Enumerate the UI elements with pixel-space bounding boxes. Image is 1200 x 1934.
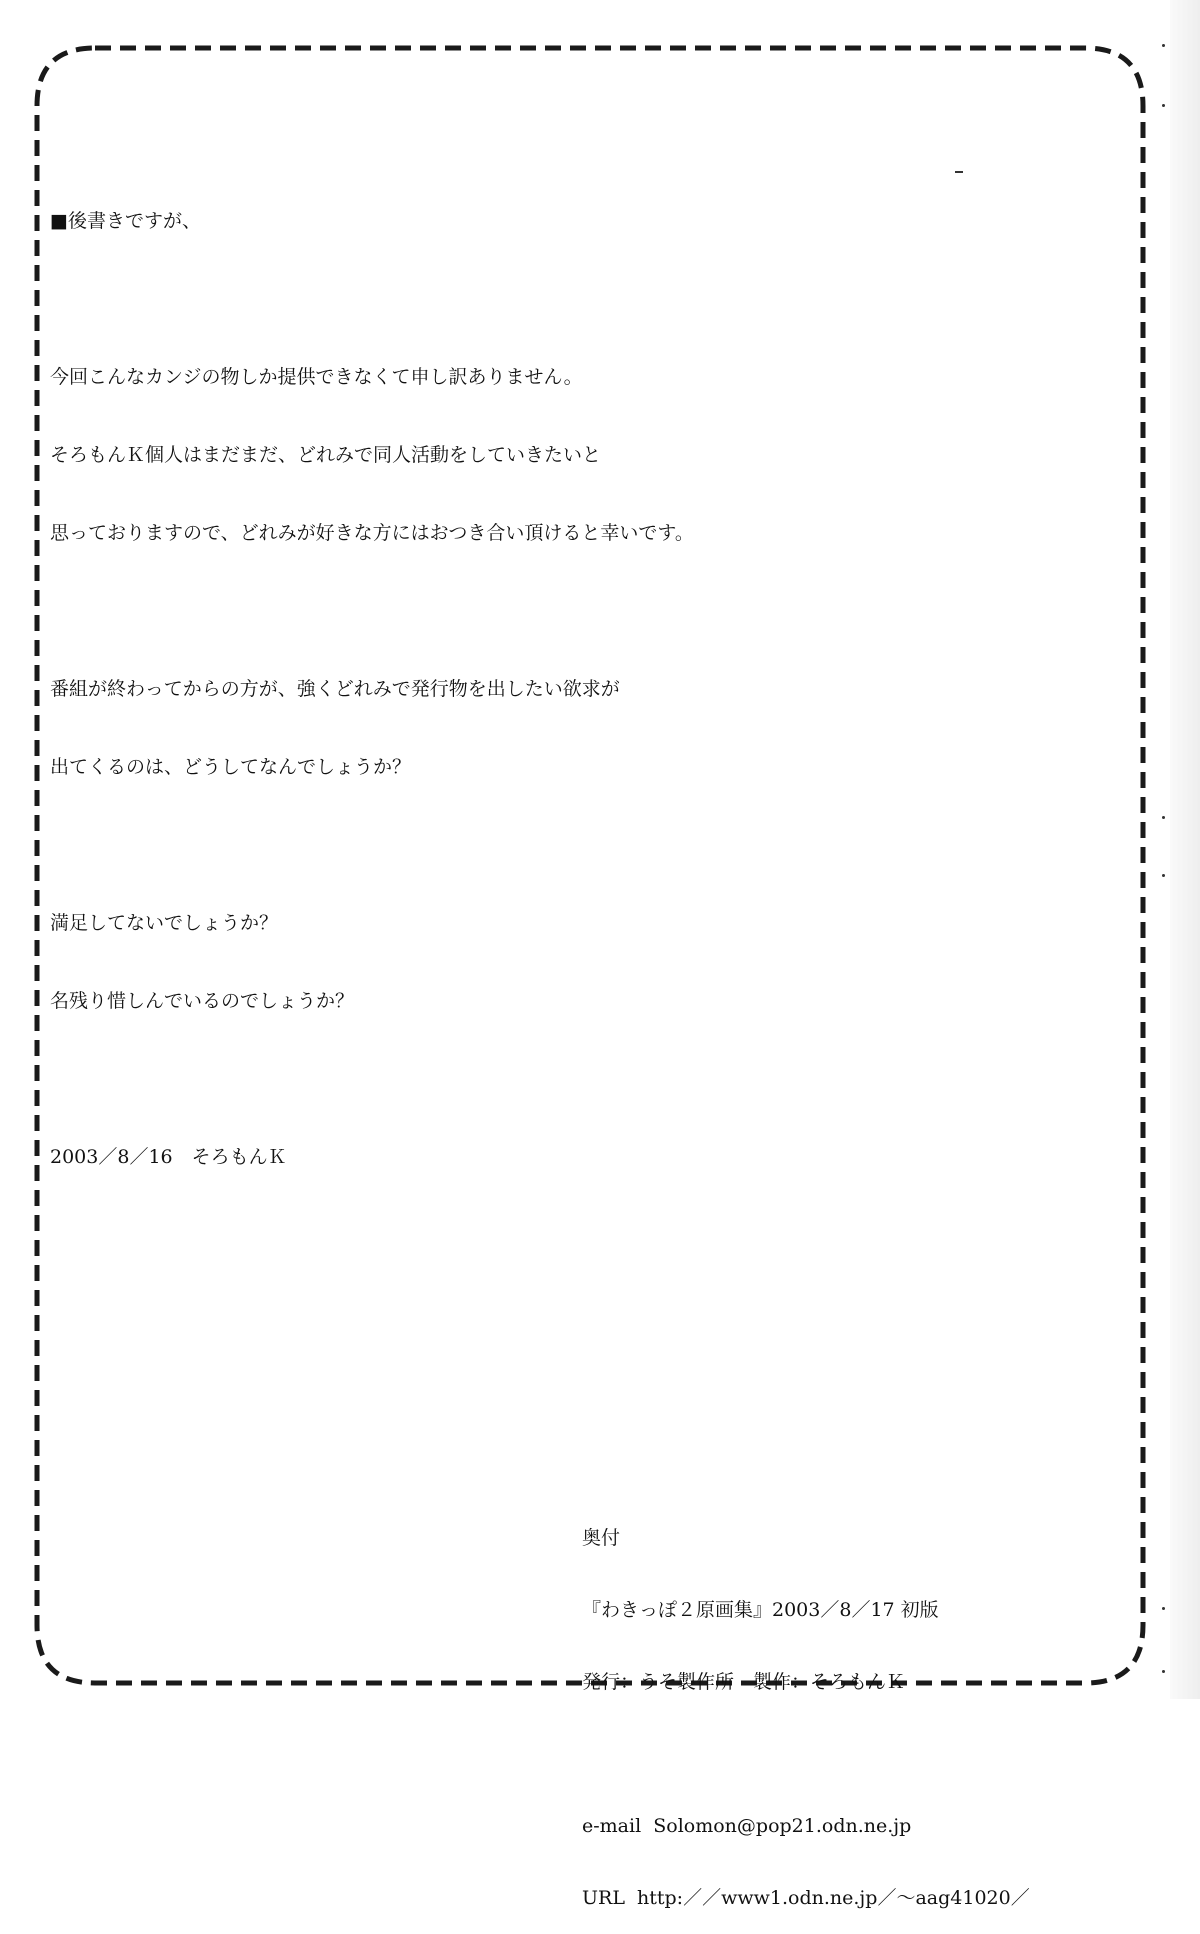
afterword-line: 名残り惜しんでいるのでしょうか？ (50, 990, 355, 1012)
scan-speck (1162, 1670, 1165, 1673)
scan-speck (1162, 104, 1165, 107)
afterword-line: 今回こんなカンジの物しか提供できなくて申し訳ありません。 (50, 366, 583, 388)
afterword-signature: 2003／8／16 そろもんＫ (50, 1146, 287, 1168)
scan-speck (955, 171, 963, 173)
afterword-heading: ■後書きですが、 (50, 210, 201, 232)
colophon-email: e-mail Solomon@pop21.odn.ne.jp (582, 1815, 912, 1837)
scan-speck (1162, 1607, 1165, 1610)
scan-speck (1162, 816, 1165, 819)
colophon-section (582, 1478, 1030, 1934)
colophon-title: 奥付 (582, 1527, 621, 1549)
afterword-section (50, 156, 1130, 1196)
scan-speck (1162, 44, 1165, 47)
afterword-line: 満足してないでしょうか？ (50, 912, 279, 934)
colophon-book: 『わきっぽ２原画集』2003／8／17 初版 (582, 1599, 939, 1621)
scan-speck (1162, 874, 1165, 877)
colophon-url: URL http:／／www1.odn.ne.jp／～aag41020／ (582, 1887, 1030, 1909)
afterword-line: 番組が終わってからの方が、強くどれみで発行物を出したい欲求が (50, 678, 620, 700)
colophon-credits: 発行：うそ製作所 製作：そろもんＫ (582, 1671, 906, 1693)
afterword-line: そろもんＫ個人はまだまだ、どれみで同人活動をしていきたいと (50, 444, 602, 466)
afterword-line: 出てくるのは、どうしてなんでしょうか？ (50, 756, 412, 778)
afterword-line: 思っておりますので、どれみが好きな方にはおつき合い頂けると幸いです。 (50, 522, 694, 544)
